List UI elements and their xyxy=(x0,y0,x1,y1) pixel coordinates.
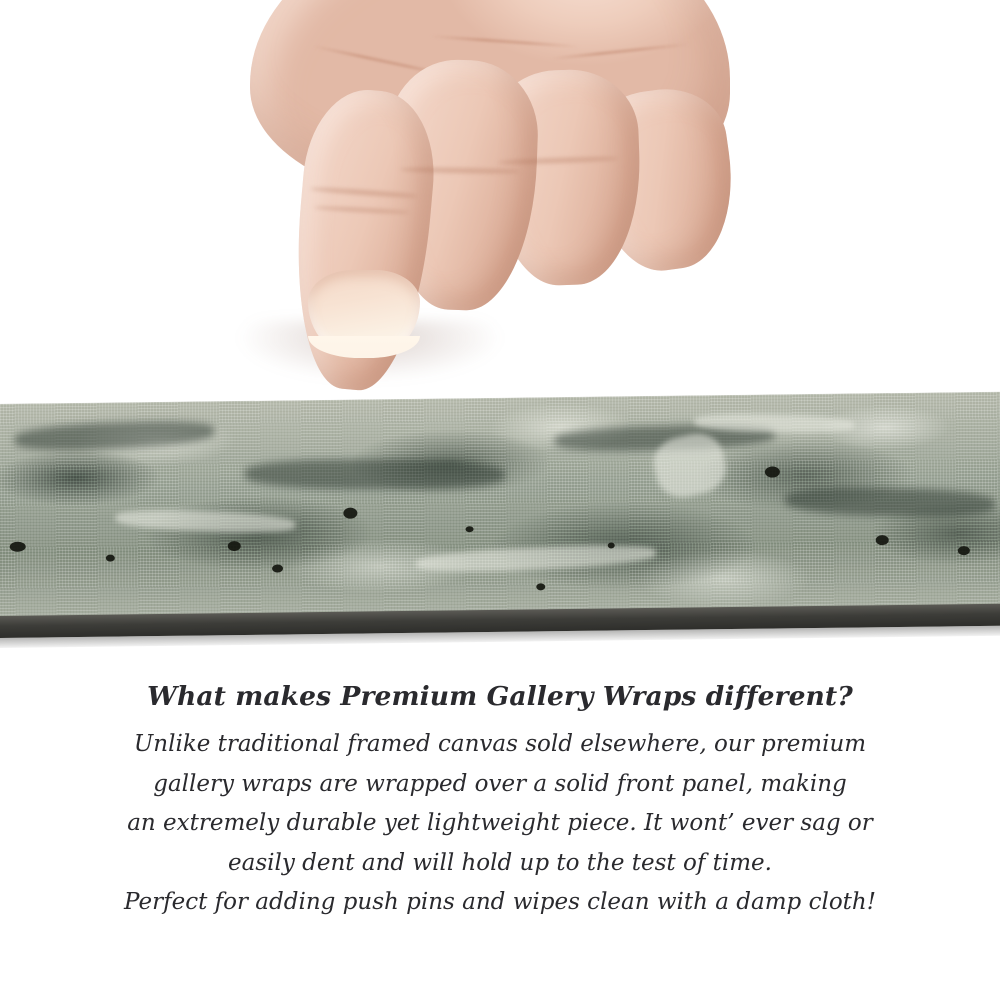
caption-line: an extremely durable yet lightweight piece. It wont’ ever sag or xyxy=(127,810,873,837)
canvas-speck xyxy=(466,526,474,532)
canvas-speck xyxy=(876,535,889,545)
canvas-dark-streak xyxy=(245,459,505,490)
hand-graphic xyxy=(100,0,720,440)
caption-line: Unlike traditional framed canvas sold elsewhere, our premium xyxy=(133,731,867,758)
gallery-wrap-canvas-edge xyxy=(0,392,1000,648)
caption-block xyxy=(0,680,1000,923)
canvas-print-surface xyxy=(0,392,1000,618)
caption-body xyxy=(0,725,1000,923)
canvas-speck xyxy=(106,555,115,562)
caption-line: Perfect for adding push pins and wipes clean with a damp cloth! xyxy=(124,889,876,916)
canvas-speck xyxy=(272,564,283,572)
caption-line: gallery wraps are wrapped over a solid front panel, making xyxy=(153,770,847,797)
caption-heading: What makes Premium Gallery Wraps different? xyxy=(147,681,853,712)
caption-line: easily dent and will hold up to the test of time. xyxy=(228,849,772,876)
fingernail xyxy=(308,270,420,358)
knuckle-crease xyxy=(430,35,580,48)
canvas-speck xyxy=(608,542,615,548)
canvas-speck xyxy=(536,583,545,590)
